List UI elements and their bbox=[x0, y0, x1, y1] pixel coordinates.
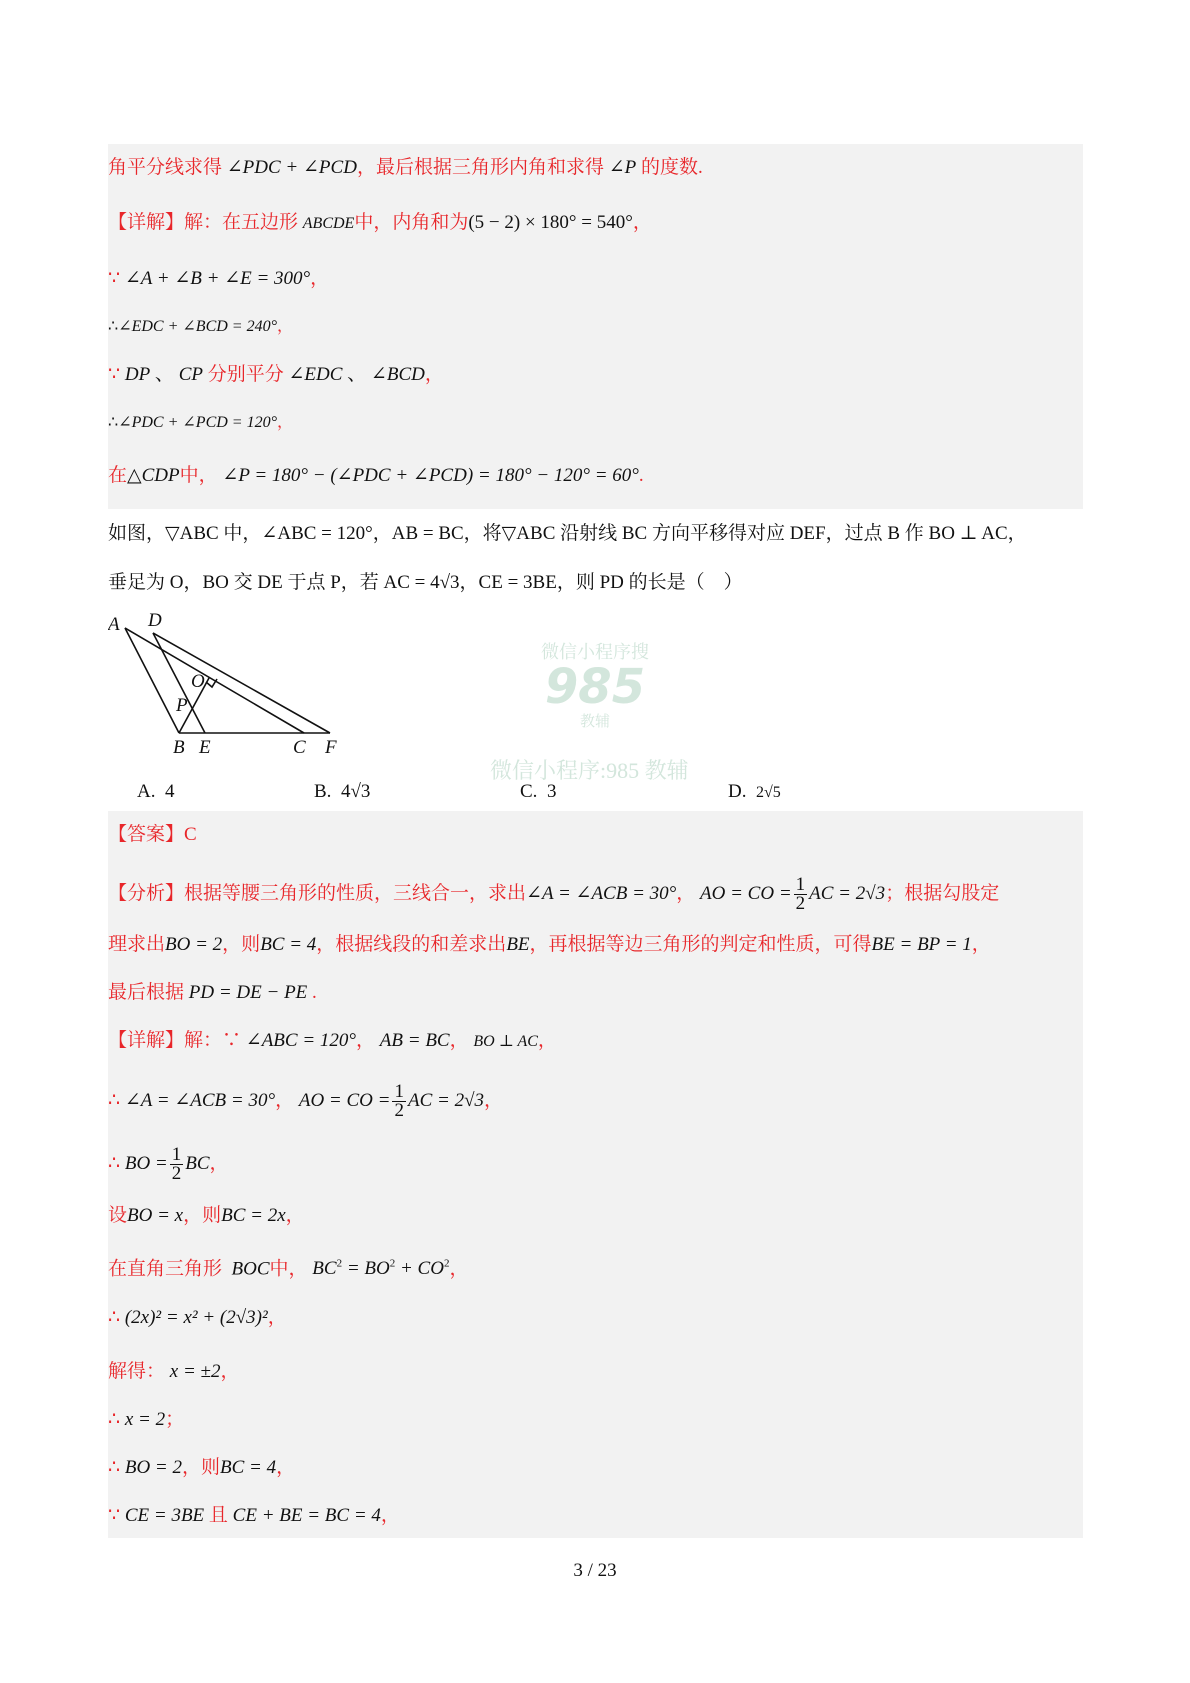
watermark-text: 教辅 bbox=[579, 712, 610, 730]
text-line bbox=[108, 210, 652, 237]
answer-value: C bbox=[184, 824, 197, 845]
text: 设 bbox=[108, 1205, 128, 1226]
detail-label: 【详解】 bbox=[108, 212, 185, 233]
option-a[interactable] bbox=[137, 781, 174, 803]
text: 角平分线求得 bbox=[108, 157, 223, 178]
detail-line-7 bbox=[108, 1359, 239, 1385]
text: 最后根据 bbox=[108, 982, 185, 1003]
text-line bbox=[108, 314, 293, 340]
math: BC = 4 bbox=[260, 934, 317, 955]
math: BO = x bbox=[127, 1205, 184, 1226]
detail-line-9 bbox=[108, 1455, 295, 1481]
math: BOC bbox=[231, 1258, 270, 1280]
math: ∠ABC = 120° bbox=[245, 1030, 357, 1051]
math: ∠BCD bbox=[370, 364, 425, 385]
math: ∠A = ∠ACB = 30° bbox=[124, 1089, 276, 1111]
analysis-line-2 bbox=[108, 932, 991, 958]
label-p: P bbox=[176, 695, 188, 716]
text: ， bbox=[424, 364, 444, 385]
because-symbol: ∵ bbox=[108, 1505, 121, 1526]
text: ， bbox=[275, 1089, 295, 1111]
math: BO ⊥ AC bbox=[473, 1033, 538, 1050]
option-value: 4 bbox=[164, 781, 175, 802]
math: CE + BE = BC = 4 bbox=[232, 1505, 381, 1526]
math: ∠P bbox=[608, 157, 637, 178]
math: ∠PDC + ∠PCD = 120° bbox=[118, 414, 277, 431]
option-key: D. bbox=[728, 781, 747, 802]
geometry-figure bbox=[108, 608, 378, 758]
text: 的度数. bbox=[640, 157, 703, 178]
solution-block bbox=[108, 811, 1083, 1538]
option-key: A. bbox=[137, 781, 156, 802]
math: BO = bbox=[124, 1152, 168, 1174]
label-c: C bbox=[293, 737, 306, 758]
option-key: B. bbox=[314, 781, 332, 802]
text: ， bbox=[676, 882, 696, 904]
text: 且 bbox=[208, 1505, 228, 1526]
text: ； bbox=[165, 1409, 185, 1430]
math: BC = 2x bbox=[221, 1205, 286, 1226]
therefore-symbol: ∴ bbox=[108, 318, 119, 335]
text: . bbox=[312, 982, 317, 1003]
math: ∠A + ∠B + ∠E = 300° bbox=[124, 268, 311, 289]
detail-line-4 bbox=[108, 1203, 305, 1229]
text: ， bbox=[310, 268, 330, 289]
option-key: C. bbox=[520, 781, 538, 802]
text: ，根据线段的和差求出 bbox=[316, 934, 507, 955]
text: ，最后根据三角形内角和求得 bbox=[356, 157, 604, 178]
text-line bbox=[108, 362, 444, 388]
detail-line-1 bbox=[108, 1028, 557, 1055]
detail-line-3 bbox=[108, 1146, 229, 1183]
fraction: $\frac{1}{2}$ bbox=[171, 1144, 182, 1184]
text: 中，内角和为 bbox=[354, 212, 469, 233]
fraction: $\frac{1}{2}$ bbox=[795, 874, 806, 914]
math: (2x)² = x² + (2√3)² bbox=[124, 1307, 268, 1328]
text: ， bbox=[277, 318, 294, 335]
option-c[interactable] bbox=[520, 781, 556, 803]
text: 中， bbox=[269, 1258, 308, 1280]
watermark-footer: 微信小程序:985 教辅 bbox=[490, 758, 689, 783]
fraction: $\frac{1}{2}$ bbox=[394, 1081, 404, 1121]
math: AB = BC bbox=[379, 1030, 450, 1051]
because-symbol: ∵ bbox=[108, 268, 121, 289]
label-d: D bbox=[148, 610, 162, 631]
math: CE = 3BE bbox=[124, 1505, 205, 1526]
watermark-number: 985 bbox=[544, 659, 646, 715]
math: BO = 2 bbox=[165, 934, 223, 955]
watermark-text: 微信小程序搜 bbox=[541, 642, 649, 663]
therefore-symbol: ∴ bbox=[108, 1409, 121, 1430]
text: 解：∵ bbox=[184, 1030, 242, 1051]
text: ， bbox=[971, 934, 991, 955]
math-pythagoras: $BC^2 = BO^2 + CO^2$ bbox=[312, 1258, 450, 1280]
text-line bbox=[108, 463, 644, 489]
option-value: 3 bbox=[546, 781, 557, 802]
analysis-label: 【分析】 bbox=[108, 882, 185, 904]
therefore-symbol: ∴ bbox=[108, 1307, 121, 1328]
detail-line-2 bbox=[108, 1083, 503, 1120]
text: ， bbox=[484, 1089, 504, 1111]
text: ， bbox=[276, 1457, 296, 1478]
text: 根据等腰三角形的性质，三线合一，求出 bbox=[184, 882, 527, 904]
option-value: 4√3 bbox=[340, 781, 371, 802]
math: ∠EDC + ∠BCD = 240° bbox=[118, 318, 277, 335]
page-number: 3 / 23 bbox=[573, 1560, 617, 1581]
math: (5 − 2) × 180° = 540° bbox=[468, 212, 633, 233]
math: BO = 2 bbox=[124, 1457, 182, 1478]
answer-line bbox=[108, 822, 197, 848]
text: 在 bbox=[108, 465, 128, 486]
text: 在直角三角形 bbox=[108, 1258, 223, 1280]
math: AO = CO = bbox=[700, 882, 792, 904]
watermark bbox=[490, 638, 700, 731]
text: 中， bbox=[179, 465, 218, 486]
math: ∠EDC bbox=[288, 364, 343, 385]
detail-line-8 bbox=[108, 1407, 184, 1433]
detail-line-10 bbox=[108, 1503, 400, 1529]
answer-label: 【答案】 bbox=[108, 824, 185, 845]
math: AO = CO = bbox=[298, 1089, 391, 1111]
text: ，再根据等边三角形的判定和性质，可得 bbox=[529, 934, 872, 955]
option-b[interactable] bbox=[314, 781, 370, 803]
text: ，则 bbox=[222, 934, 261, 955]
text: ， bbox=[632, 212, 652, 233]
text: ，则 bbox=[182, 1457, 221, 1478]
therefore-symbol: ∴ bbox=[108, 1089, 121, 1111]
label-o: O bbox=[191, 671, 205, 692]
label-f: F bbox=[325, 737, 337, 758]
text-line bbox=[108, 155, 703, 181]
label-e: E bbox=[199, 737, 211, 758]
text: ， bbox=[449, 1258, 469, 1280]
text: ， bbox=[380, 1505, 400, 1526]
math: BC bbox=[185, 1152, 210, 1174]
analysis-line-3 bbox=[108, 980, 317, 1006]
math: ∠PDC + ∠PCD bbox=[226, 157, 357, 178]
math: AC = 2√3 bbox=[407, 1089, 484, 1111]
question-line-1: 如图，▽ABC 中，∠ABC = 120°，AB = BC，将▽ABC 沿射线 BC 方向平移得对应 DEF，过点 B 作 BO ⊥ AC， bbox=[108, 523, 1027, 544]
text: ， bbox=[220, 1361, 240, 1382]
text: 、 bbox=[347, 364, 367, 385]
text-line bbox=[108, 410, 293, 436]
question-line-2: 垂足为 O，BO 交 DE 于点 P，若 AC = 4√3，CE = 3BE，则 PD 的长是（ ） bbox=[108, 572, 743, 593]
math: BE bbox=[506, 934, 530, 955]
math: x = 2 bbox=[124, 1409, 166, 1430]
detail-line-5 bbox=[108, 1251, 468, 1282]
text: ， bbox=[449, 1030, 469, 1051]
therefore-symbol: ∴ bbox=[108, 414, 119, 431]
option-d[interactable] bbox=[728, 781, 781, 803]
text: ， bbox=[356, 1030, 376, 1051]
math: ∠A = ∠ACB = 30° bbox=[526, 882, 677, 904]
math: BE = BP = 1 bbox=[871, 934, 972, 955]
text: 解得： bbox=[108, 1361, 166, 1382]
text: ， bbox=[537, 1030, 557, 1051]
text: ；根据勾股定 bbox=[885, 882, 1000, 904]
math: CP bbox=[178, 364, 203, 385]
option-value: 2√5 bbox=[755, 784, 781, 801]
math: △CDP bbox=[127, 465, 180, 486]
math: ABCDE bbox=[302, 215, 355, 232]
text: 理求出 bbox=[108, 934, 166, 955]
label-b: B bbox=[173, 737, 185, 758]
text: 解：在五边形 bbox=[184, 212, 299, 233]
math: ∠P = 180° − (∠PDC + ∠PCD) = 180° − 120° = 60° bbox=[222, 465, 639, 486]
math: x = ±2 bbox=[169, 1361, 221, 1382]
because-symbol: ∵ bbox=[108, 364, 121, 385]
text: 、 bbox=[154, 364, 174, 385]
text: ， bbox=[277, 414, 294, 431]
text: . bbox=[638, 465, 644, 486]
text: 分别平分 bbox=[207, 364, 284, 385]
text: ，则 bbox=[183, 1205, 222, 1226]
detail-label: 【详解】 bbox=[108, 1030, 185, 1051]
math: AC = 2√3 bbox=[809, 882, 886, 904]
therefore-symbol: ∴ bbox=[108, 1457, 121, 1478]
math: PD = DE − PE bbox=[188, 982, 308, 1003]
math: DP bbox=[124, 364, 151, 385]
detail-line-6 bbox=[108, 1305, 287, 1331]
label-a: A bbox=[108, 614, 120, 635]
math: BC = 4 bbox=[220, 1457, 277, 1478]
therefore-symbol: ∴ bbox=[108, 1152, 121, 1174]
text: ， bbox=[285, 1205, 305, 1226]
text: ， bbox=[209, 1152, 229, 1174]
text: ， bbox=[267, 1307, 287, 1328]
analysis-line-1 bbox=[108, 876, 999, 913]
text-line bbox=[108, 266, 329, 292]
